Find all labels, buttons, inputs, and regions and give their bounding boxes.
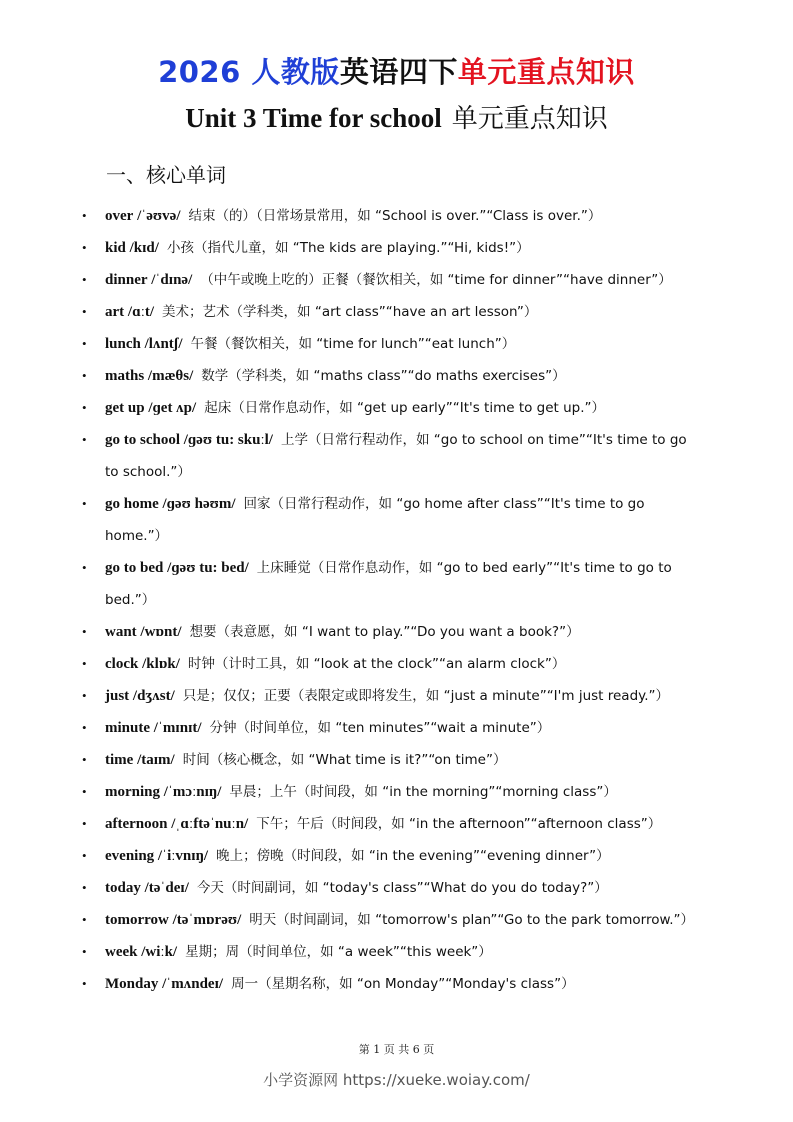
vocab-phonetic: /klɒk/ <box>142 656 180 672</box>
vocab-phonetic: /ɡəʊ tu: skuːl/ <box>183 432 273 448</box>
vocab-word: just <box>105 688 130 704</box>
vocab-definition: 结束（的）（日常场景常用，如 “School is over.”“Class is over.”） <box>188 208 602 224</box>
vocab-item <box>0 840 793 872</box>
vocab-phonetic: /ɑːt/ <box>127 304 155 320</box>
vocab-item <box>0 904 793 936</box>
bullet-icon: • <box>82 496 87 511</box>
bullet-icon: • <box>82 208 87 223</box>
vocab-definition: 周一（星期名称，如 “on Monday”“Monday's class”） <box>231 976 575 992</box>
vocab-definition: 想要（表意愿，如 “I want to play.”“Do you want a book?”） <box>189 624 580 640</box>
page-number: 第 1 页 共 6 页 <box>358 1043 435 1056</box>
bullet-icon: • <box>82 272 87 287</box>
vocab-item <box>0 392 793 424</box>
vocab-phonetic: /dʒʌst/ <box>132 688 175 704</box>
vocab-item <box>0 424 793 488</box>
vocab-definition: 上学（日常行程动作，如 “go to school on time”“It's time to go to school.”） <box>105 432 687 480</box>
vocab-word: get up <box>105 400 145 416</box>
bullet-icon: • <box>82 624 87 639</box>
vocab-word: maths <box>105 368 145 384</box>
bullet-icon: • <box>82 432 87 447</box>
vocab-phonetic: /təˈmɒrəʊ/ <box>172 912 242 928</box>
unit-title-en: Unit 3 Time for school <box>185 103 442 133</box>
vocab-phonetic: /kɪd/ <box>129 240 159 256</box>
bullet-icon: • <box>82 816 87 831</box>
vocab-phonetic: /ˈmɪnɪt/ <box>153 720 202 736</box>
vocab-item <box>0 296 793 328</box>
bullet-icon: • <box>82 720 87 735</box>
vocab-item <box>0 936 793 968</box>
vocab-word: art <box>105 304 125 320</box>
vocab-item <box>0 264 793 296</box>
vocab-phonetic: /ˈmɔːnɪŋ/ <box>163 784 222 800</box>
bullet-icon: • <box>82 368 87 383</box>
vocab-word: evening <box>105 848 155 864</box>
vocab-item <box>0 680 793 712</box>
vocab-definition: 数学（学科类，如 “maths class”“do maths exercises”） <box>201 368 566 384</box>
vocab-item <box>0 200 793 232</box>
vocab-phonetic: /ˈəʊvə/ <box>137 208 181 224</box>
vocab-definition: 早晨；上午（时间段，如 “in the morning”“morning class”） <box>229 784 617 800</box>
vocab-phonetic: /wɒnt/ <box>140 624 182 640</box>
vocab-phonetic: /ˌɑːftəˈnuːn/ <box>171 816 249 832</box>
bullet-icon: • <box>82 784 87 799</box>
vocab-phonetic: /mæθs/ <box>147 368 194 384</box>
vocab-word: over <box>105 208 134 224</box>
bullet-icon: • <box>82 848 87 863</box>
vocab-word: Monday <box>105 976 159 992</box>
vocab-word: go to school <box>105 432 180 448</box>
vocab-definition: 起床（日常作息动作，如 “get up early”“It's time to get up.”） <box>204 400 606 416</box>
vocab-word: minute <box>105 720 150 736</box>
vocab-definition: 美术；艺术（学科类，如 “art class”“have an art lesson”） <box>162 304 538 320</box>
bullet-icon: • <box>82 944 87 959</box>
bullet-icon: • <box>82 400 87 415</box>
bullet-icon: • <box>82 656 87 671</box>
vocab-definition: 上床睡觉（日常作息动作，如 “go to bed early”“It's time to go to bed.”） <box>105 560 672 608</box>
bullet-icon: • <box>82 752 87 767</box>
vocab-phonetic: /ɡəʊ tu: bed/ <box>167 560 249 576</box>
vocab-definition: 午餐（餐饮相关，如 “time for lunch”“eat lunch”） <box>190 336 516 352</box>
bullet-icon: • <box>82 336 87 351</box>
vocab-definition: 时钟（计时工具，如 “look at the clock”“an alarm clock”） <box>187 656 566 672</box>
vocab-item <box>0 744 793 776</box>
vocab-item <box>0 232 793 264</box>
vocab-item <box>0 648 793 680</box>
vocab-item <box>0 360 793 392</box>
vocab-item <box>0 712 793 744</box>
vocab-word: week <box>105 944 138 960</box>
vocab-word: morning <box>105 784 161 800</box>
unit-title <box>0 99 793 138</box>
vocab-item <box>0 872 793 904</box>
vocab-definition: 分钟（时间单位，如 “ten minutes”“wait a minute”） <box>209 720 551 736</box>
vocab-item <box>0 968 793 1000</box>
vocab-word: today <box>105 880 141 896</box>
vocab-item <box>0 328 793 360</box>
vocab-definition: 晚上；傍晚（时间段，如 “in the evening”“evening dinner”） <box>216 848 610 864</box>
bullet-icon: • <box>82 688 87 703</box>
section-heading: 一、核心单词 <box>106 163 226 187</box>
vocab-word: go home <box>105 496 159 512</box>
vocab-item <box>0 808 793 840</box>
vocab-item <box>0 616 793 648</box>
banner-subject: 英语四下 <box>339 55 458 89</box>
unit-title-cn: 单元重点知识 <box>451 104 608 134</box>
vocab-definition: 明天（时间副词，如 “tomorrow's plan”“Go to the park tomorrow.”） <box>249 912 695 928</box>
bullet-icon: • <box>82 304 87 319</box>
vocab-phonetic: /ˈdɪnə/ <box>151 272 193 288</box>
bullet-icon: • <box>82 240 87 255</box>
vocab-phonetic: /ˈmʌndeɪ/ <box>162 976 224 992</box>
bullet-icon: • <box>82 880 87 895</box>
vocab-item <box>0 552 793 616</box>
document-banner-title <box>0 52 793 92</box>
vocab-word: afternoon <box>105 816 168 832</box>
banner-edition: 2026 人教版 <box>158 55 340 89</box>
bullet-icon: • <box>82 560 87 575</box>
vocab-item <box>0 776 793 808</box>
vocab-list <box>0 200 793 1000</box>
vocab-word: tomorrow <box>105 912 169 928</box>
vocab-word: kid <box>105 240 126 256</box>
vocab-definition: 今天（时间副词，如 “today's class”“What do you do today?”） <box>196 880 608 896</box>
vocab-phonetic: /ɡet ʌp/ <box>148 400 197 416</box>
vocab-phonetic: /taɪm/ <box>137 752 175 768</box>
vocab-word: lunch <box>105 336 141 352</box>
vocab-phonetic: /ˈiːvnɪŋ/ <box>157 848 209 864</box>
vocab-phonetic: /wiːk/ <box>141 944 178 960</box>
vocab-definition: 下午；午后（时间段，如 “in the afternoon”“afternoon class”） <box>256 816 662 832</box>
banner-topic: 单元重点知识 <box>457 55 635 89</box>
vocab-phonetic: /ɡəʊ həʊm/ <box>162 496 236 512</box>
vocab-definition: 只是；仅仅；正要（表限定或即将发生，如 “just a minute”“I'm just ready.”） <box>182 688 669 704</box>
vocab-definition: 小孩（指代儿童，如 “The kids are playing.”“Hi, kids!”） <box>166 240 530 256</box>
vocab-word: want <box>105 624 137 640</box>
vocab-definition: （中午或晚上吃的）正餐（餐饮相关，如 “time for dinner”“have dinner”） <box>200 272 672 288</box>
vocab-definition: 星期；周（时间单位，如 “a week”“this week”） <box>185 944 492 960</box>
vocab-item <box>0 488 793 552</box>
vocab-phonetic: /təˈdeɪ/ <box>144 880 189 896</box>
vocab-word: clock <box>105 656 139 672</box>
footer-watermark: 小学资源网 https://xueke.woiay.com/ <box>263 1071 530 1089</box>
bullet-icon: • <box>82 912 87 927</box>
vocab-definition: 时间（核心概念，如 “What time is it?”“on time”） <box>182 752 507 768</box>
vocab-word: go to bed <box>105 560 164 576</box>
vocab-word: dinner <box>105 272 148 288</box>
vocab-phonetic: /lʌntʃ/ <box>144 336 183 352</box>
vocab-definition: 回家（日常行程动作，如 “go home after class”“It's time to go home.”） <box>105 496 645 544</box>
vocab-word: time <box>105 752 134 768</box>
bullet-icon: • <box>82 976 87 991</box>
